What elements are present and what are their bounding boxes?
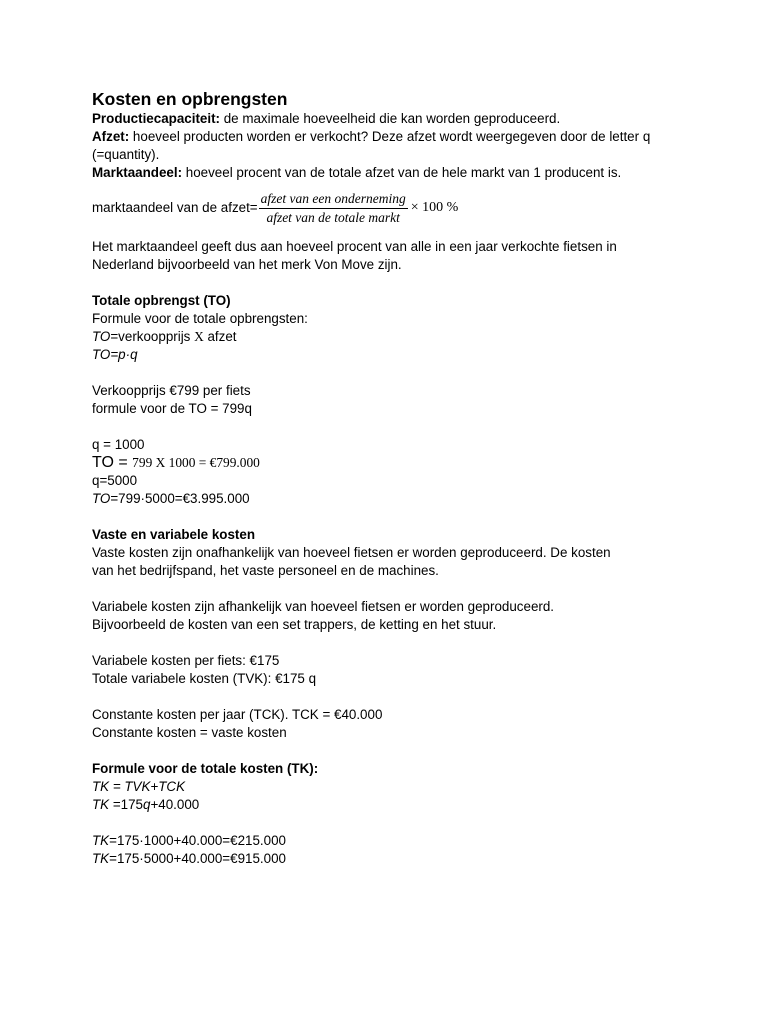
formula-text: +40.000	[150, 797, 200, 812]
tvk-line: Totale variabele kosten (TVK): €175 q	[92, 671, 317, 686]
tk-calc-2	[92, 850, 692, 868]
formula-times: X	[194, 329, 204, 344]
variable-costs-line: Bijvoorbeeld de kosten van een set trappers, de ketting en het stuur.	[92, 617, 497, 632]
definition-text: de maximale hoeveelheid die kan worden geproduceerd.	[220, 111, 561, 126]
definition-text: hoeveel producten worden er verkocht? Deze afzet wordt weergegeven door de letter q (=quantity).	[92, 129, 651, 162]
to-heading: Totale opbrengst (TO)	[92, 293, 231, 308]
definition-term: Afzet:	[92, 129, 130, 144]
formula-variable: q	[143, 797, 151, 812]
page-title: Kosten en opbrengsten	[92, 89, 288, 109]
tck-line: Constante kosten per jaar (TCK). TCK = €40.000	[92, 707, 383, 722]
q-value-2: q=5000	[92, 473, 138, 488]
definition-afzet	[92, 128, 692, 164]
formula-numerator: afzet van een onderneming	[259, 191, 408, 209]
formula-text: =175·1000+40.000=€215.000	[109, 833, 286, 848]
definition-term: Productiecapaciteit:	[92, 111, 220, 126]
to-formula-1	[92, 328, 692, 346]
formula-text: =799·5000=€3.995.000	[110, 491, 250, 506]
formula-variable: TK	[92, 797, 110, 812]
formula-variable: TK	[92, 833, 110, 848]
definition-marktaandeel	[92, 164, 692, 182]
to-calc-1	[92, 454, 692, 472]
fixed-costs-line: van het bedrijfspand, het vaste personeel en de machines.	[92, 563, 439, 578]
to-label: TO =	[92, 454, 133, 471]
tk-formula-1: TK = TVK+TCK	[92, 779, 186, 794]
document-content	[92, 88, 692, 868]
market-share-explanation-line: Nederland bijvoorbeeld van het merk Von Move zijn.	[92, 257, 402, 272]
formula-text: =175	[109, 797, 144, 812]
to-intro: Formule voor de totale opbrengsten:	[92, 311, 308, 326]
tk-calc-1	[92, 832, 692, 850]
variable-costs-line: Variabele kosten zijn afhankelijk van hoeveel fietsen er worden geproduceerd.	[92, 599, 555, 614]
formula-variable: TK	[92, 851, 110, 866]
tk-formula-2	[92, 796, 692, 814]
price-line: Verkoopprijs €799 per fiets	[92, 383, 251, 398]
to-formula-2: TO=p·q	[92, 347, 138, 362]
formula-text: =verkoopprijs	[110, 329, 195, 344]
definition-productiecapaciteit	[92, 110, 692, 128]
formula-text: afzet	[203, 329, 237, 344]
variable-cost-per-bike: Variabele kosten per fiets: €175	[92, 653, 280, 668]
formula-denominator: afzet van de totale markt	[266, 209, 400, 225]
formula-text: =175·5000+40.000=€915.000	[109, 851, 286, 866]
formula-fraction	[259, 191, 408, 226]
fixed-costs-line: Vaste kosten zijn onafhankelijk van hoeveel fietsen er worden geproduceerd. De kosten	[92, 545, 611, 560]
to-calc-2	[92, 490, 692, 508]
formula-label: marktaandeel van de afzet=	[92, 200, 258, 215]
formula-variable: TO	[92, 329, 111, 344]
to-calc-text: 799 X 1000 = €799.000	[132, 455, 260, 470]
tck-equal-line: Constante kosten = vaste kosten	[92, 725, 287, 740]
market-share-formula	[92, 188, 692, 228]
to-formula-line: formule voor de TO = 799q	[92, 401, 252, 416]
q-value-1: q = 1000	[92, 437, 145, 452]
tk-heading: Formule voor de totale kosten (TK):	[92, 761, 319, 776]
market-share-explanation-line: Het marktaandeel geeft dus aan hoeveel procent van alle in een jaar verkochte fietsen in	[92, 239, 617, 254]
formula-variable: TO	[92, 491, 111, 506]
definition-term: Marktaandeel:	[92, 165, 183, 180]
formula-multiplier: × 100 %	[410, 200, 459, 215]
definition-text: hoeveel procent van de totale afzet van de hele markt van 1 producent is.	[182, 165, 622, 180]
costs-heading: Vaste en variabele kosten	[92, 527, 256, 542]
